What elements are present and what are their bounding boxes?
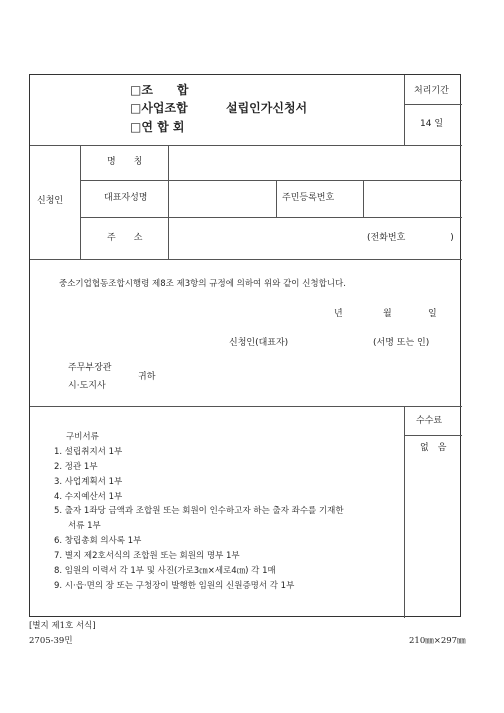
fee-label: 수수료 [416,416,443,426]
application-form [29,74,461,617]
processing-period-label: 처리기간 [414,86,449,96]
signature-note: (서명 또는 인) [373,338,430,348]
form-number: [별지 제1호 서식] [29,621,96,631]
applicant-signer-label: 신청인(대표자) [229,338,289,348]
addressee-minister: 주무부장관 [68,363,112,373]
divider [30,145,462,146]
divider [363,180,364,217]
form-type-business-association: □사업조합 [130,101,188,115]
form-code: 2705-39민 [29,636,73,646]
date-month: 월 [383,309,392,319]
fee-value: 없 음 [420,443,447,453]
divider [404,435,462,436]
divider [404,104,462,105]
resident-id-label: 주민등록번호 [282,193,335,203]
required-documents-heading: 구비서류 [66,432,99,442]
list-item: 6. 창립총회 의사록 1부 [54,536,142,546]
address-label: 주 소 [107,233,143,243]
divider [30,406,462,407]
addressee-governor: 시·도지사 [68,381,106,391]
processing-period-value: 14 일 [420,119,444,129]
date-year: 년 [334,309,343,319]
application-statement: 중소기업협동조합시행령 제8조 제3항의 규정에 의하여 위와 같이 신청합니다. [59,279,346,289]
form-type-federation: □연 합 회 [130,120,185,134]
list-item: 4. 수지예산서 1부 [54,492,123,502]
form-title: 설립인가신청서 [226,101,308,115]
form-type-association: □조 합 [130,83,189,97]
applicant-section-label: 신청인 [37,196,64,206]
list-item: 서류 1부 [68,521,101,531]
divider [404,75,405,145]
honorific: 귀하 [138,372,156,382]
divider [80,180,462,181]
divider [30,259,462,260]
list-item: 7. 별지 제2호서식의 조합원 또는 회원의 명부 1부 [54,551,240,561]
representative-name-label: 대표자성명 [104,193,148,203]
divider [168,145,169,259]
list-item: 1. 설립취지서 1부 [54,447,123,457]
divider [80,217,462,218]
divider [276,180,277,217]
list-item: 3. 사업계획서 1부 [54,477,123,487]
list-item: 5. 출자 1좌당 금액과 조합원 또는 회원이 인수하고자 하는 출자 좌수를 기재한 [54,506,344,516]
paper-size: 210㎜×297㎜ [409,636,466,646]
list-item: 9. 시·읍·면의 장 또는 구청장이 발행한 임원의 신원증명서 각 1부 [54,581,295,591]
name-label: 명 칭 [107,157,143,167]
list-item: 8. 임원의 이력서 각 1부 및 사진(가로3㎝×세로4㎝) 각 1매 [54,566,276,576]
divider [404,406,405,618]
list-item: 2. 정관 1부 [54,462,98,472]
divider [80,145,81,259]
phone-number-label: (전화번호 ) [367,233,454,243]
date-day: 일 [428,309,437,319]
